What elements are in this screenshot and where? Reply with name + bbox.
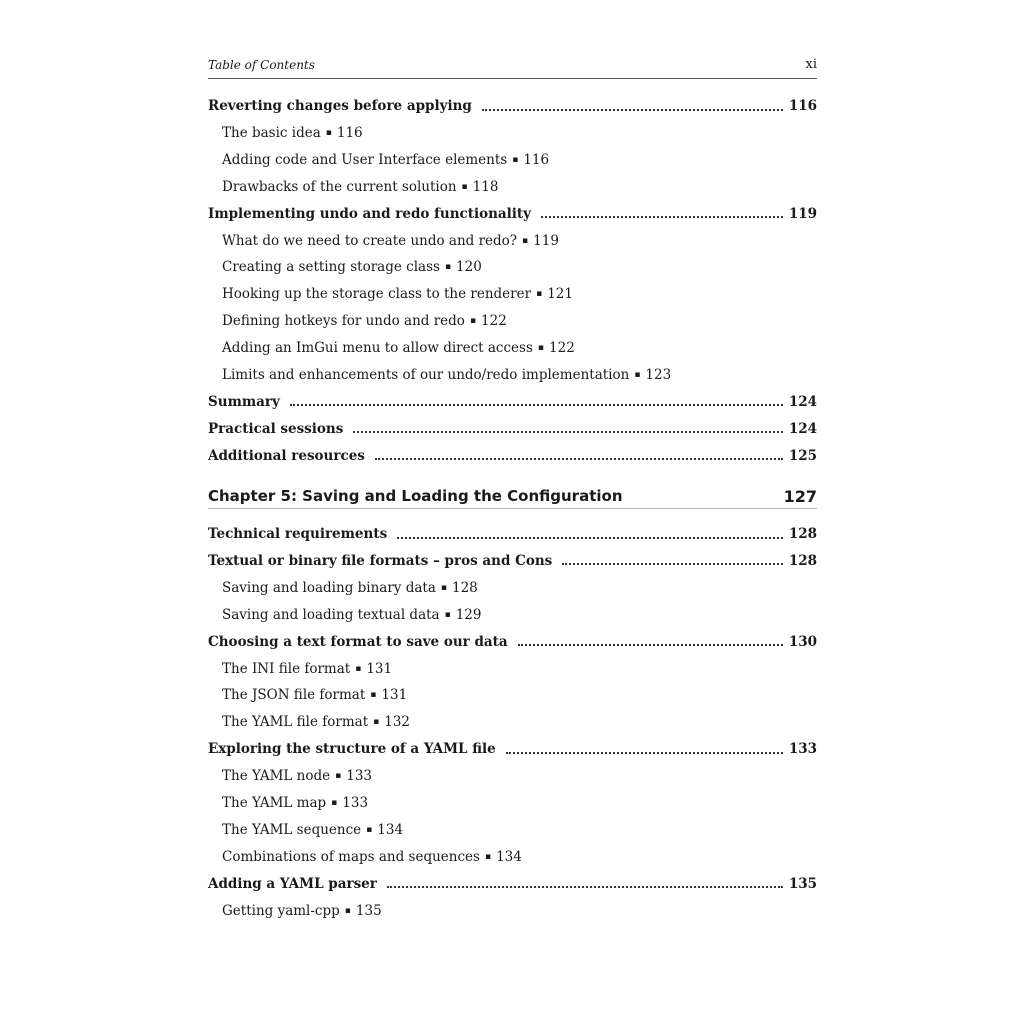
bullet-separator-icon: ▪	[325, 127, 332, 138]
toc-section-entry[interactable]	[208, 632, 817, 652]
toc-entry-page-number: 118	[472, 178, 499, 195]
toc-entry-page-number: 135	[355, 902, 382, 919]
toc-entry-page-number: 119	[788, 205, 817, 222]
toc-entry-title: Adding a YAML parser	[208, 876, 383, 892]
toc-entry-title: Hooking up the storage class to the renderer	[222, 286, 532, 303]
toc-subsection-entry[interactable]	[222, 338, 831, 358]
toc-section-entry[interactable]	[208, 204, 817, 224]
bullet-separator-icon: ▪	[331, 798, 338, 808]
bullet-separator-icon: ▪	[461, 181, 468, 192]
toc-entry-page-number: 128	[788, 552, 817, 569]
toc-entry-title: The YAML sequence	[222, 821, 362, 838]
toc-entry-title: Drawbacks of the current solution	[222, 178, 457, 195]
toc-subsection-entry[interactable]	[222, 284, 831, 304]
toc-subsection-entry[interactable]	[222, 231, 831, 251]
toc-entry-title: Combinations of maps and sequences	[222, 848, 480, 865]
toc-entry-title: The INI file format	[222, 660, 351, 677]
toc-entry-page-number: 116	[523, 151, 550, 168]
toc-entry-title: Technical requirements	[208, 526, 393, 542]
bullet-separator-icon: ▪	[440, 582, 447, 593]
toc-entry-title: Exploring the structure of a YAML file	[208, 741, 502, 757]
running-header-page-number: xi	[805, 57, 817, 72]
toc-entry-title: Summary	[208, 394, 286, 410]
toc-dot-leader	[482, 108, 783, 111]
bullet-separator-icon: ▪	[484, 851, 492, 862]
toc-subsection-entry[interactable]	[222, 659, 831, 679]
toc-subsection-entry[interactable]	[222, 257, 831, 277]
toc-entry-title: The JSON file format	[222, 687, 366, 704]
toc-subsection-entry[interactable]	[222, 177, 831, 197]
toc-subsection-entry[interactable]	[222, 605, 831, 625]
toc-entry-title: The YAML node	[222, 768, 331, 785]
toc-dot-leader	[518, 643, 783, 646]
bullet-separator-icon: ▪	[355, 663, 362, 674]
toc-section-entry[interactable]	[208, 551, 817, 571]
toc-entry-page-number: 131	[366, 660, 393, 677]
toc-section-entry[interactable]	[208, 419, 817, 439]
toc-section-entry[interactable]	[208, 874, 817, 894]
toc-entry-title: Adding code and User Interface elements	[222, 151, 508, 168]
toc-entry-title: Implementing undo and redo functionality	[208, 206, 537, 222]
toc-entry-page-number: 131	[381, 687, 408, 704]
toc-entry-page-number: 128	[788, 526, 817, 542]
toc-dot-leader	[506, 751, 783, 754]
toc-entry-title: Textual or binary file formats – pros and Cons	[208, 553, 558, 569]
toc-entry-page-number: 120	[456, 259, 482, 276]
toc-entry-page-number: 133	[788, 741, 817, 758]
bullet-separator-icon: ▪	[370, 690, 377, 701]
toc-section-entry[interactable]	[208, 446, 817, 466]
toc-subsection-entry[interactable]	[222, 365, 831, 385]
toc-entry-title: What do we need to create undo and redo?	[222, 232, 518, 249]
bullet-separator-icon: ▪	[366, 824, 373, 835]
chapter-heading	[208, 484, 817, 509]
toc-subsection-entry[interactable]	[222, 820, 831, 840]
toc-entry-title: Saving and loading textual data	[222, 606, 440, 623]
bullet-separator-icon: ▪	[512, 154, 519, 165]
toc-entry-title: Creating a setting storage class	[222, 259, 440, 276]
toc-entry-page-number: 124	[788, 393, 817, 410]
toc-entry-page-number: 132	[384, 714, 411, 731]
bullet-separator-icon: ▪	[344, 905, 351, 916]
toc-entry-page-number: 116	[788, 98, 817, 114]
toc-entry-page-number: 122	[549, 340, 575, 357]
toc-section-entry[interactable]	[208, 96, 817, 116]
toc-entry-title: Adding an ImGui menu to allow direct access	[222, 340, 533, 357]
toc-entry-page-number: 135	[788, 875, 817, 892]
toc-entry-title: Limits and enhancements of our undo/redo implementation	[222, 367, 630, 383]
toc-entry-title: The YAML map	[222, 795, 327, 811]
toc-entry-page-number: 125	[788, 447, 817, 464]
toc-entry-title: Practical sessions	[208, 421, 349, 437]
bullet-separator-icon: ▪	[444, 609, 451, 620]
toc-entry-page-number: 133	[346, 768, 373, 785]
toc-dot-leader	[353, 430, 782, 433]
toc-dot-leader	[375, 457, 783, 460]
toc-dot-leader	[290, 403, 783, 406]
toc-entry-title: Defining hotkeys for undo and redo	[222, 313, 465, 330]
toc-dot-leader	[397, 536, 783, 539]
bullet-separator-icon: ▪	[335, 771, 342, 782]
toc-entry-page-number: 130	[788, 633, 817, 650]
toc-subsection-entry[interactable]	[222, 123, 831, 143]
running-header-title: Table of Contents	[208, 58, 315, 72]
toc-dot-leader	[562, 562, 783, 565]
toc-section-entry[interactable]	[208, 739, 817, 759]
toc-subsection-entry[interactable]	[222, 847, 831, 867]
toc-subsection-entry[interactable]	[222, 712, 831, 732]
toc-entry-title: Reverting changes before applying	[208, 98, 478, 114]
toc-subsection-entry[interactable]	[222, 311, 831, 331]
toc-entry-page-number: 122	[481, 313, 507, 330]
toc-entry-page-number: 128	[451, 579, 478, 596]
chapter-title: Chapter 5: Saving and Loading the Configuration	[208, 487, 623, 505]
toc-subsection-entry[interactable]	[222, 578, 831, 598]
toc-entry-page-number: 124	[788, 420, 817, 437]
toc-entry-title: Saving and loading binary data	[222, 579, 436, 596]
toc-entry-page-number: 116	[336, 124, 363, 141]
bullet-separator-icon: ▪	[444, 262, 452, 273]
toc-section-entry[interactable]	[208, 392, 817, 412]
bullet-separator-icon: ▪	[469, 316, 477, 327]
toc-subsection-entry[interactable]	[222, 150, 831, 170]
toc-entry-title: Additional resources	[208, 448, 371, 464]
toc-entry-page-number: 134	[377, 821, 404, 838]
toc-section-entry[interactable]	[208, 524, 817, 544]
toc-entry-title: Getting yaml-cpp	[222, 902, 340, 919]
running-header	[208, 56, 817, 79]
chapter-page-number: 127	[783, 486, 817, 506]
toc-subsection-entry[interactable]	[222, 685, 831, 705]
toc-entry-title: The basic idea	[222, 124, 321, 141]
toc-entry-page-number: 129	[455, 606, 482, 623]
toc-subsection-entry[interactable]	[222, 793, 831, 813]
toc-entry-page-number: 134	[496, 848, 522, 865]
toc-entry-page-number: 119	[533, 232, 559, 249]
toc-dot-leader	[387, 885, 783, 888]
bullet-separator-icon: ▪	[537, 343, 545, 354]
toc-subsection-entry[interactable]	[222, 901, 831, 921]
bullet-separator-icon: ▪	[373, 717, 380, 728]
toc-dot-leader	[541, 215, 783, 218]
toc-entry-page-number: 121	[547, 286, 573, 303]
toc-entry-page-number: 123	[645, 367, 672, 383]
bullet-separator-icon: ▪	[634, 370, 641, 380]
toc-entry-title: Choosing a text format to save our data	[208, 634, 514, 650]
bullet-separator-icon: ▪	[536, 289, 543, 300]
toc-entry-page-number: 133	[342, 795, 369, 811]
toc-entry-title: The YAML file format	[222, 714, 369, 731]
toc-subsection-entry[interactable]	[222, 766, 831, 786]
bullet-separator-icon: ▪	[522, 235, 529, 246]
